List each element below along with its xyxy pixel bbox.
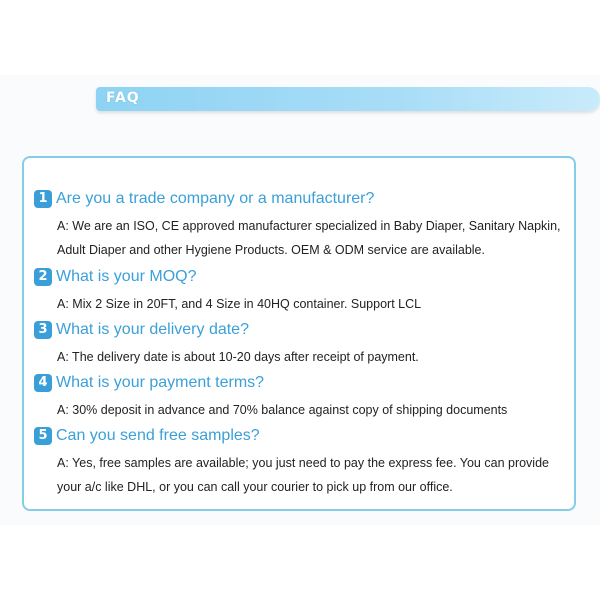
number-badge-icon: 5 (34, 427, 52, 445)
faq-title: FAQ (106, 90, 140, 106)
answer-text: A: Mix 2 Size in 20FT, and 4 Size in 40HQ container. Support LCL (57, 297, 422, 311)
faq-item (34, 425, 564, 499)
question-row (34, 266, 564, 288)
question-text: What is your delivery date? (56, 321, 249, 338)
faq-banner (96, 87, 600, 111)
answer-text: A: The delivery date is about 10-20 days after receipt of payment. (57, 350, 419, 364)
answer-text: A: Yes, free samples are available; you just need to pay the express fee. You can provide your a/c like DHL, or you can call your courier to pick up from our office. (57, 456, 549, 494)
question-row (34, 425, 564, 447)
answer-text: A: 30% deposit in advance and 70% balance against copy of shipping documents (57, 403, 508, 417)
question-text: What is your MOQ? (56, 268, 197, 285)
faq-list (34, 188, 564, 499)
faq-panel (22, 156, 576, 511)
question-row (34, 188, 564, 210)
faq-item (34, 372, 564, 422)
number-badge-icon: 3 (34, 321, 52, 339)
answer-text: A: We are an ISO, CE approved manufacturer specialized in Baby Diaper, Sanitary Napkin, Adult Diaper and other Hygiene Products. OEM & ODM service are available. (57, 219, 561, 257)
faq-item (34, 266, 564, 316)
question-text: Can you send free samples? (56, 427, 260, 444)
question-text: What is your payment terms? (56, 374, 265, 391)
number-badge-icon: 2 (34, 268, 52, 286)
number-badge-icon: 4 (34, 374, 52, 392)
faq-item (34, 319, 564, 369)
question-row (34, 319, 564, 341)
faq-item (34, 188, 564, 262)
number-badge-icon: 1 (34, 190, 52, 208)
question-row (34, 372, 564, 394)
question-text: Are you a trade company or a manufacturer? (56, 190, 375, 207)
